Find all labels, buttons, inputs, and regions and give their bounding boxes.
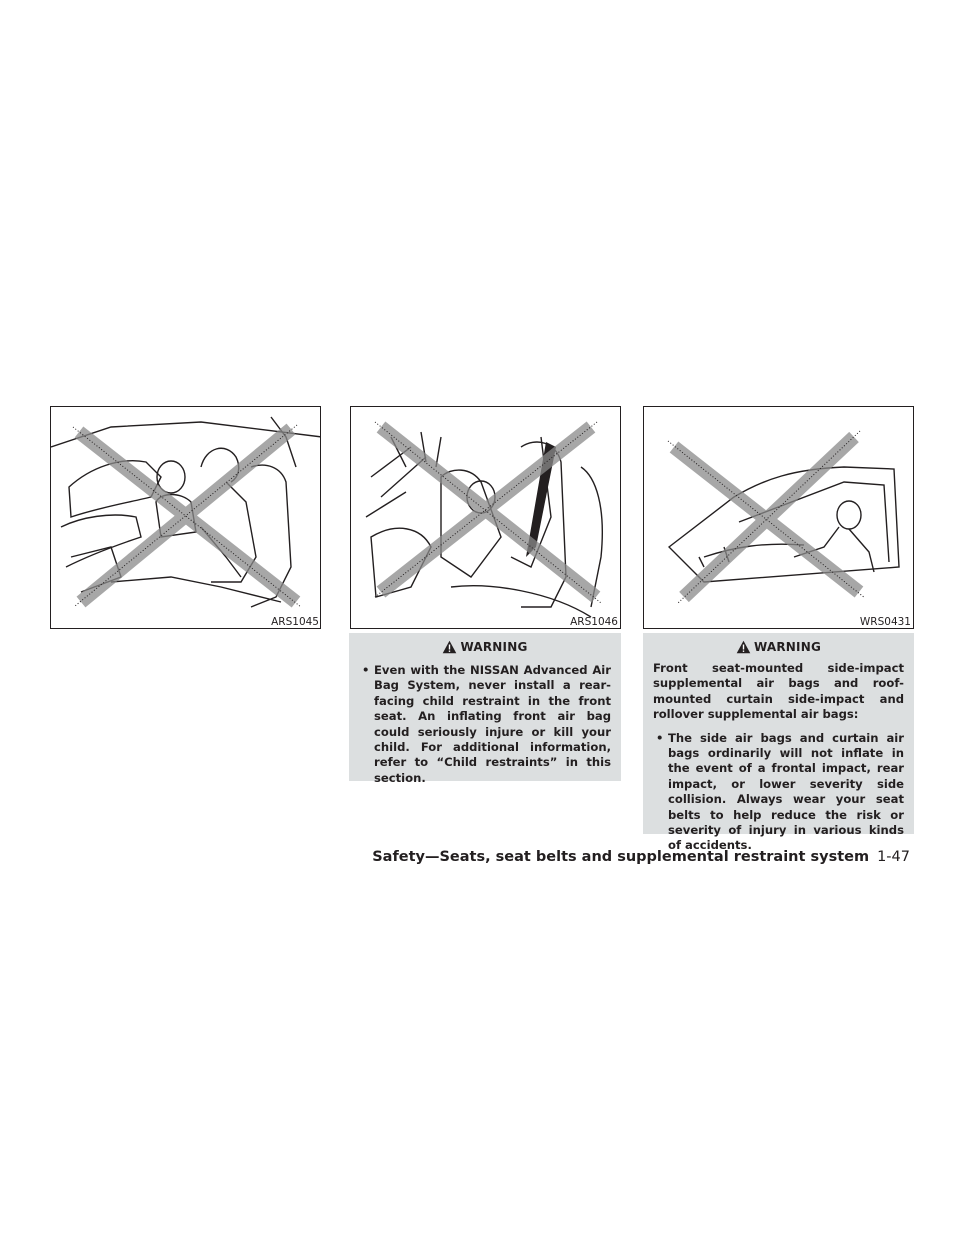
warning-title: WARNING <box>460 640 528 654</box>
warning-box-child-restraint <box>349 633 621 785</box>
warning-heading <box>359 639 611 655</box>
figure-code: ARS1045 <box>271 616 319 628</box>
footer-section-title: Safety—Seats, seat belts and supplemental restraint system <box>372 849 870 865</box>
occupant-leaning-door-crossed-out-illustration <box>644 407 914 629</box>
page-footer <box>372 849 910 865</box>
warning-triangle-icon <box>736 640 751 654</box>
figure-code: WRS0431 <box>859 616 911 628</box>
warning-item <box>359 663 611 786</box>
warning-item-text: Even with the NISSAN Advanced Air Bag System, never install a rear-facing child restraint in the front seat. An inflating front air bag could seriously injure or kill your child. For additional information, refer to “Child restraints” in this section. <box>374 663 611 785</box>
warning-box-side-air-bags <box>643 633 914 853</box>
warning-intro: Front seat-mounted side-impact supplemental air bags and roof-mounted curtain side-impact and rollover supplemental air bags: <box>653 661 904 722</box>
warning-list <box>653 731 904 854</box>
figure-occupant-leaning-door <box>643 406 914 629</box>
warning-title: WARNING <box>753 640 822 654</box>
warning-list <box>359 663 611 786</box>
figure-code: ARS1046 <box>570 616 618 628</box>
figure-child-forward-front-seat <box>50 406 321 629</box>
warning-heading <box>653 639 904 655</box>
page-number: 1-47 <box>877 849 910 865</box>
bullet-icon: • <box>362 663 370 677</box>
rear-facing-restraint-crossed-out-illustration <box>351 407 621 629</box>
warning-item-text: The side air bags and curtain air bags ordinarily will not inflate in the event of a frontal impact, rear impact, or lower severity side collision. Always wear your seat belts to help reduce the risk or severity of injury in various kinds of accidents. <box>668 730 904 853</box>
warning-item <box>653 731 904 854</box>
bullet-icon: • <box>656 730 664 745</box>
warning-triangle-icon <box>442 640 457 654</box>
figure-rear-facing-restraint <box>350 406 621 629</box>
child-front-seat-crossed-out-illustration <box>51 407 321 629</box>
